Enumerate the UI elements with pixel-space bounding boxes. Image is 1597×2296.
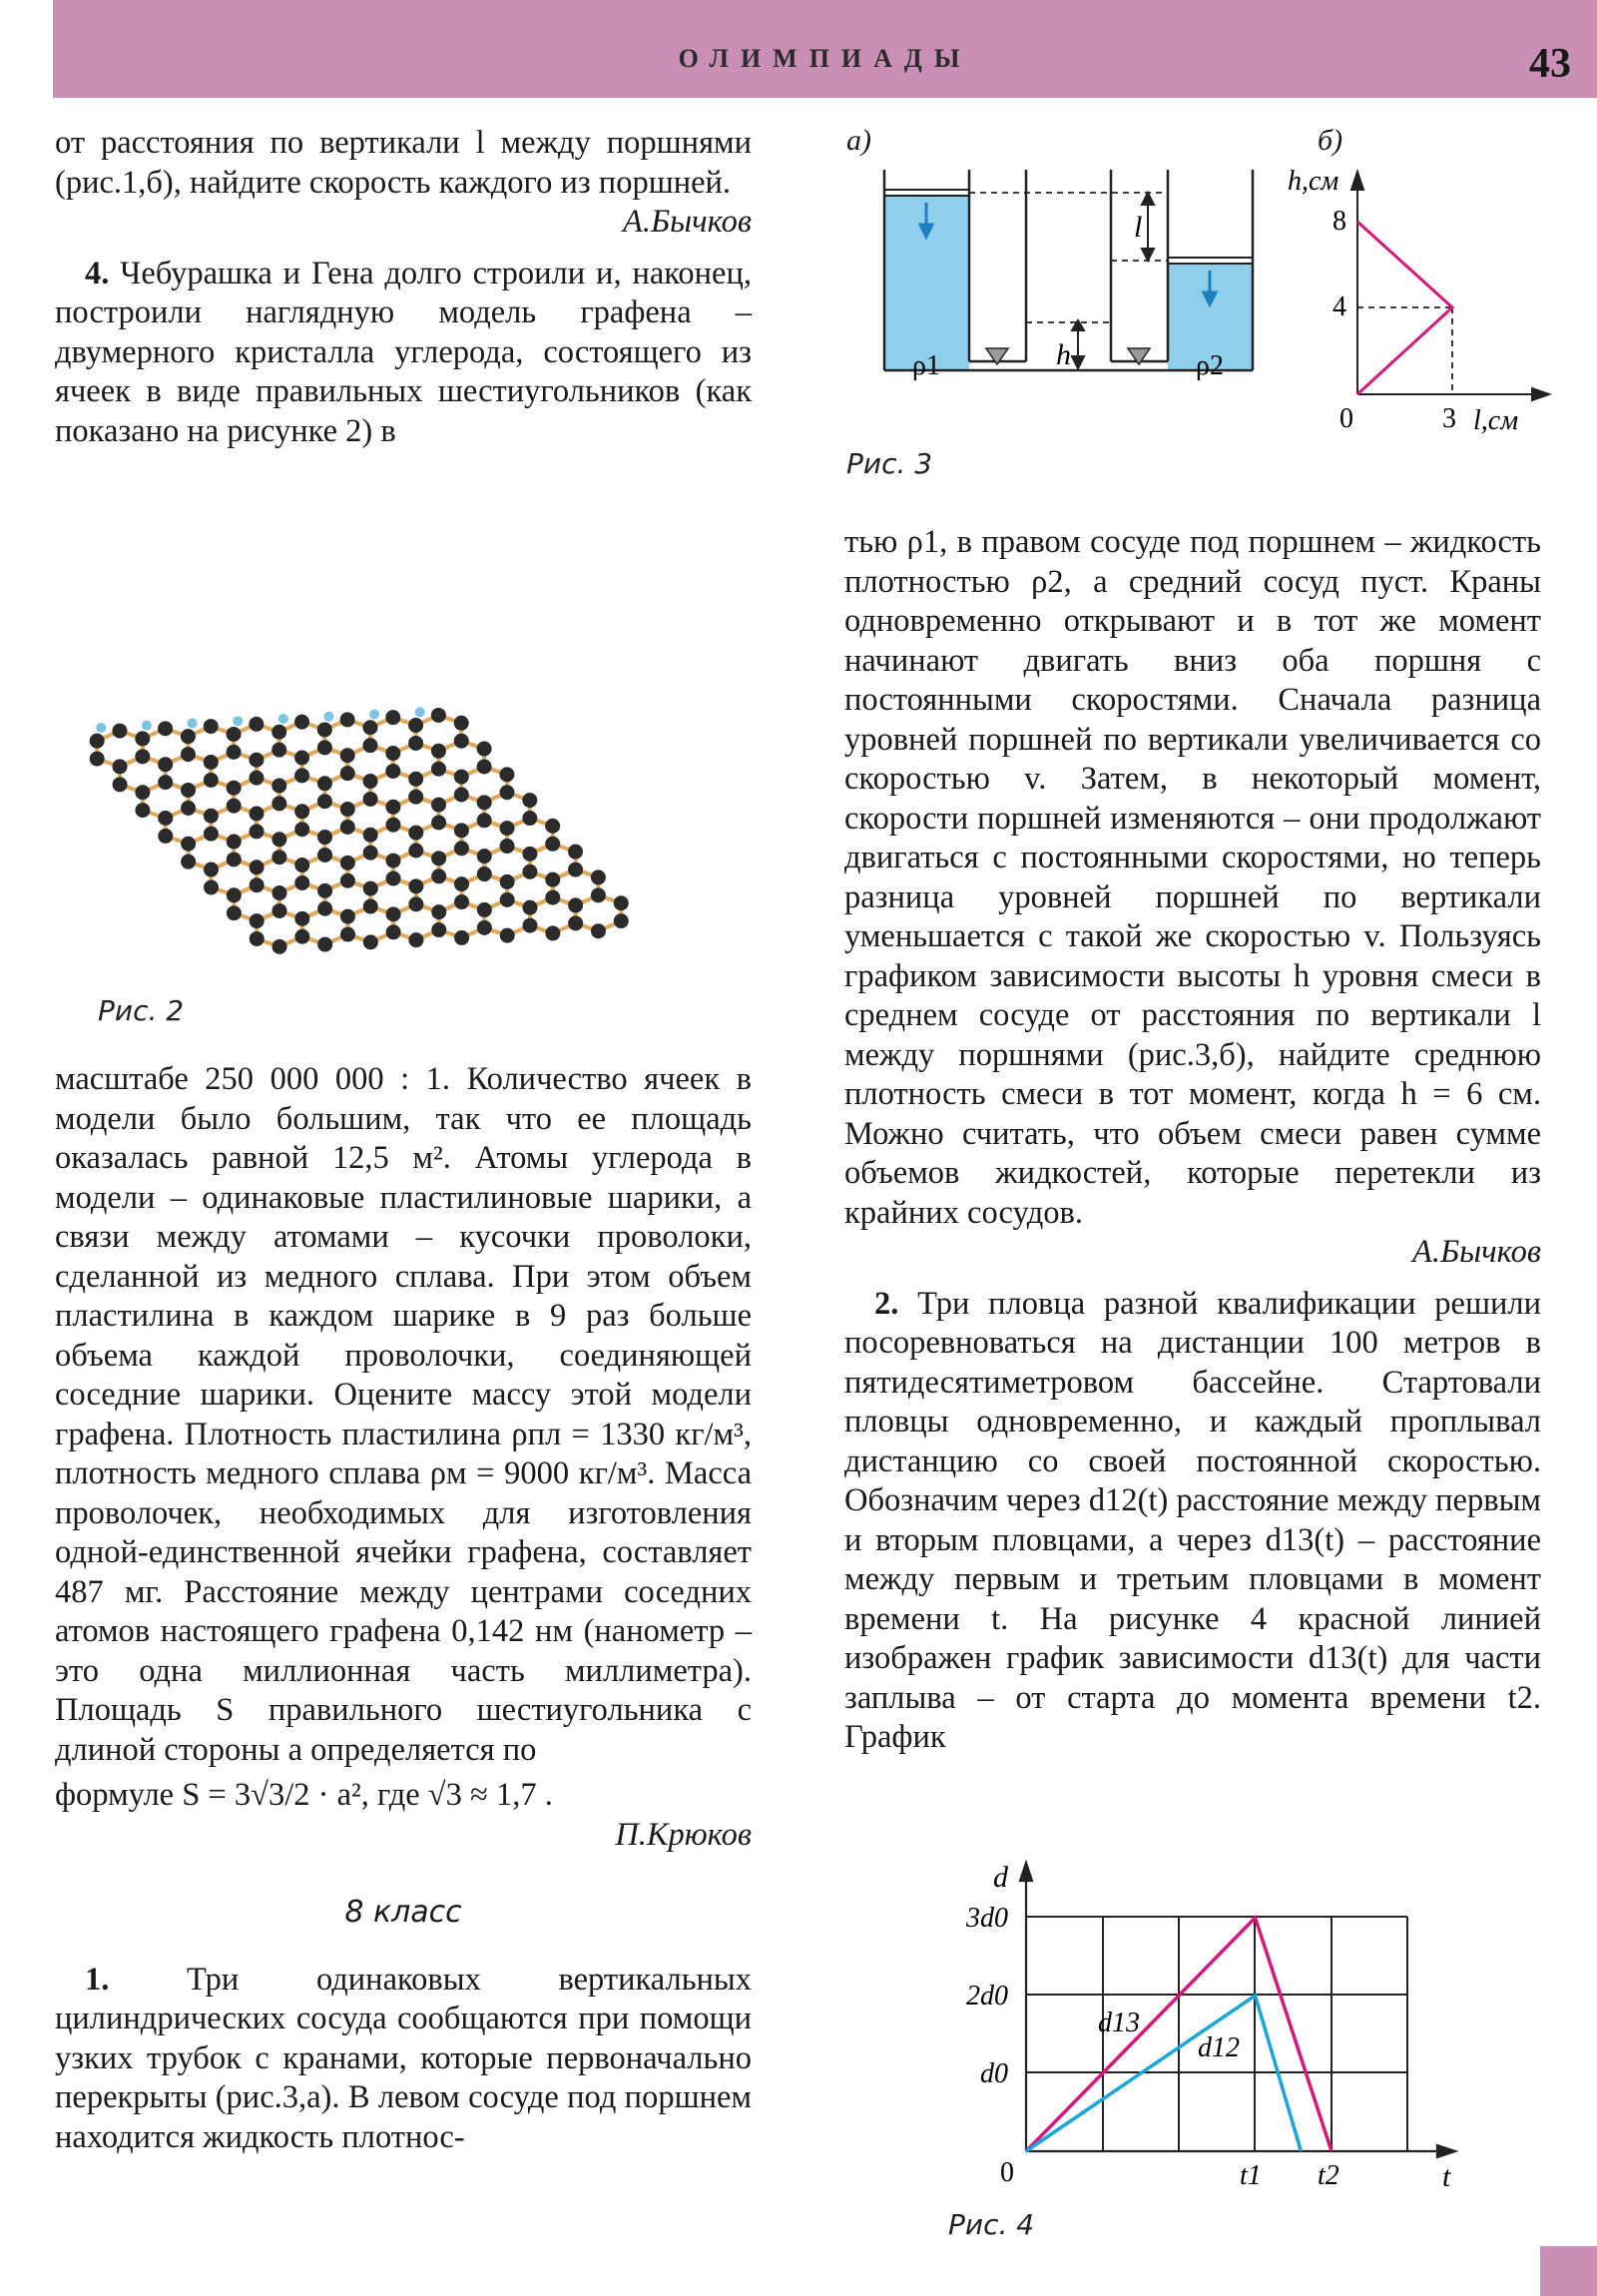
fig4-origin: 0 (1000, 2157, 1014, 2186)
problem-1-text: Три одинаковых вертикальных цилиндрических сосуда сообщаются при помощи узких трубок с кранами, которые первоначально перекрыты (рис.3,а). В левом сосуде под поршнем находится жидкость плотнос- (55, 1961, 752, 2155)
fig4-tick-d0: d0 (980, 2058, 1008, 2089)
distance-time-graph (938, 1857, 1477, 2186)
problem-1 (55, 1961, 752, 2158)
graphene-bonds (97, 715, 621, 946)
problem-4-continued: масштабе 250 000 000 : 1. Количество ячеек в модели было большим, так что ее площадь оказалась равной 12,5 м². Атомы углерода в модели – одинаковые пластилиновые шарики, а связи между атомами – кусочки проволоки, сделанной из медного сплава. При этом объем пластилина в каждом шарике в 9 раз больше объема каждой проволочки, соединяющей соседние шарики. Оцените массу этой модели графена. Плотность пластилина ρпл = 1330 кг/м³, плотность медного сплава ρм = 9000 кг/м³. Масса проволочек, необходимых для изготовления одной-единственной ячейки графена, составляет 487 мг. Расстояние между центрами соседних атомов настоящего графена 0,142 нм (нанометр – это одна миллионная часть миллиметра). Площадь S правильного шестиугольника с длиной стороны a определяется по (55, 1061, 752, 1768)
formula-line: формуле S = 3√3/2 · a², где √3 ≈ 1,7 . (55, 1777, 553, 1813)
left-column-top (55, 124, 752, 451)
author-bychkov-1: А.Бычков (623, 204, 752, 240)
height-graph (1278, 160, 1577, 449)
graph-y-axis-label: h,см (1288, 166, 1339, 197)
fig3-l-label: l (1134, 211, 1143, 244)
fig3-caption: Рис. 3 (846, 447, 933, 480)
left-column-bottom (55, 1060, 752, 2157)
section-title: ОЛИМПИАДЫ (678, 44, 972, 73)
problem-4-text: Чебурашка и Гена долго строили и, наконец, построили наглядную модель графена – двумерного кристалла углерода, состоящего из ячеек в виде правильных шестиугольников (как показано на рисунке 2) в (55, 255, 752, 449)
problem-2-number: 2. (874, 1285, 899, 1322)
graphene-figure (80, 519, 729, 1018)
d12-label: d12 (1198, 2032, 1240, 2063)
graph-x-axis-label: l,см (1473, 405, 1519, 436)
d13-label: d13 (1098, 2008, 1140, 2038)
graph-tick-4: 4 (1332, 291, 1346, 322)
fig4-tick-2d0: 2d0 (966, 1981, 1008, 2011)
right-column (844, 523, 1541, 1758)
graph-tick-8: 8 (1332, 206, 1346, 237)
fig2-caption: Рис. 2 (98, 994, 185, 1027)
fig4-x-axis: t (1442, 2160, 1451, 2186)
fig3-h-label: h (1056, 338, 1071, 371)
graph-tick-3: 3 (1442, 403, 1456, 434)
problem-4-number: 4. (85, 255, 110, 291)
problem-1-continued: тью ρ1, в правом сосуде под поршнем – жидкость плотностью ρ2, а средний сосуд пуст. Краны одновременно открывают и в тот же момент начинают двигать вниз оба поршня с постоянными скоростями. Сначала разница уровней поршней по вертикали увеличивается со скоростью v. Затем, в некоторый момент, скорости поршней изменяются – они продолжают двигаться с постоянными скоростями, но теперь разница уровней поршней по вертикали уменьшается с такой же скоростью v. Пользуясь графиком зависимости высоты h уровня смеси в среднем сосуде от расстояния по вертикали l между поршнями (рис.3,б), найдите среднюю плотность смеси в тот момент, когда h = 6 см. Можно считать, что объем смеси равен сумме объемов жидкостей, которые перетекли из крайних сосудов. (844, 524, 1541, 1231)
rho1-label: ρ1 (912, 350, 940, 381)
fig4-t2: t2 (1318, 2160, 1339, 2186)
paragraph-intro: от расстояния по вертикали l между поршнями (рис.1,б), найдите скорость каждого из поршней. (55, 125, 752, 201)
fig4-tick-3d0: 3d0 (966, 1903, 1008, 1934)
fig4-caption: Рис. 4 (948, 2208, 1035, 2241)
graph-origin: 0 (1339, 403, 1353, 434)
problem-1-number: 1. (85, 1961, 110, 1998)
section-8-class: 8 класс (344, 1895, 462, 1930)
left-piston (884, 190, 969, 196)
fig3-label-b: б) (1318, 124, 1343, 157)
problem-4 (55, 255, 752, 452)
fig3-label-a: а) (846, 124, 871, 157)
problem-2 (844, 1285, 1541, 1758)
page-number: 43 (1529, 41, 1571, 87)
right-piston (1168, 258, 1253, 264)
vessels-diagram (878, 165, 1258, 424)
fig4-t1: t1 (1240, 2160, 1262, 2186)
rho2-label: ρ2 (1196, 350, 1224, 381)
author-bychkov-2: А.Бычков (1412, 1234, 1541, 1270)
corner-accent (1540, 2246, 1597, 2296)
page-header (53, 0, 1597, 98)
fig4-y-axis: d (993, 1861, 1008, 1894)
problem-2-text: Три пловца разной квалификации решили посоревноваться на дистанции 100 метров в пятидесятиметровом бассейне. Стартовали пловцы одновременно, и каждый проплывал дистанцию со своей постоянной скоростью. Обозначим через d12(t) расстояние между первым и вторым пловцами, а через d13(t) – расстояние между первым и третьим пловцами в момент времени t. На рисунке 4 красной линией изображен график зависимости d13(t) для части заплыва – от старта до момента времени t2. График (844, 1285, 1542, 1755)
author-kryukov: П.Крюков (615, 1816, 752, 1853)
